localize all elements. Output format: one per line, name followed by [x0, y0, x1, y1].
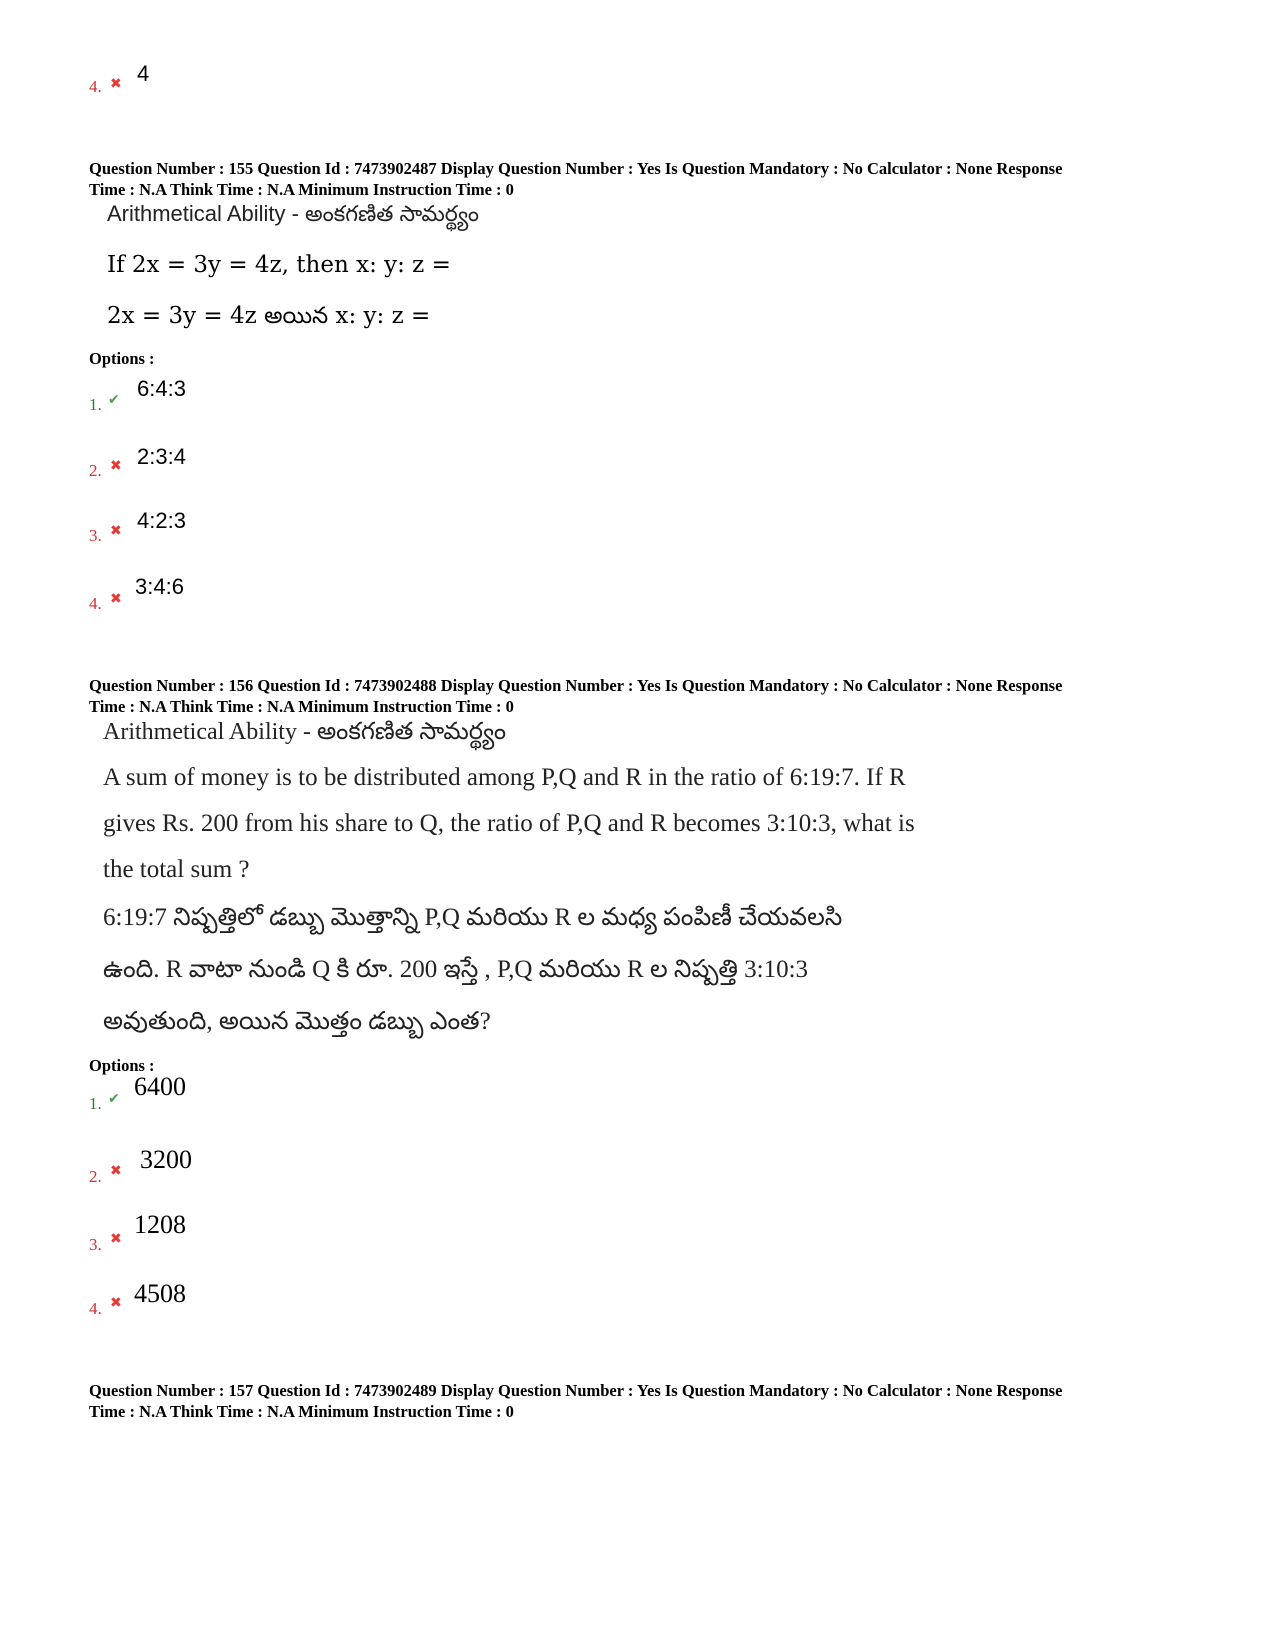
option-value: 6400 [134, 1072, 186, 1101]
options-label: Options : [89, 1056, 155, 1075]
option-value: 2:3:4 [137, 444, 186, 469]
question-156-text-te-1: 6:19:7 నిష్పత్తిలో డబ్బు మొత్తాన్ని P,Q మరియు R ల మధ్య పంపిణీ చేయవలసి [103, 904, 843, 931]
option-number: 3. [89, 1235, 102, 1254]
question-156-text-en-1: A sum of money is to be distributed among P,Q and R in the ratio of 6:19:7. If R [103, 764, 906, 791]
option-value: 3:4:6 [135, 574, 184, 599]
meta-line-2: Time : N.A Think Time : N.A Minimum Instruction Time : 0 [89, 1402, 514, 1421]
wrong-mark-icon: ✖ [110, 1163, 122, 1179]
option-number: 2. [89, 461, 102, 480]
correct-mark-icon: ✔ [108, 392, 120, 408]
wrong-mark-icon: ✖ [110, 1295, 122, 1311]
meta-line-2: Time : N.A Think Time : N.A Minimum Instruction Time : 0 [89, 180, 514, 199]
wrong-mark-icon: ✖ [110, 76, 122, 92]
option-number: 2. [89, 1167, 102, 1186]
option-number: 1. [89, 1094, 102, 1113]
option-value: 4508 [134, 1279, 186, 1308]
wrong-mark-icon: ✖ [110, 523, 122, 539]
correct-mark-icon: ✔ [108, 1091, 120, 1107]
question-156-meta [89, 675, 1209, 717]
wrong-mark-icon: ✖ [110, 458, 122, 474]
question-156-text-en-3: the total sum ? [103, 856, 250, 883]
wrong-mark-icon: ✖ [110, 591, 122, 607]
question-155-meta [89, 158, 1209, 200]
option-number: 4. [89, 1299, 102, 1318]
question-156-text-te-2: ఉంది. R వాటా నుండి Q కి రూ. 200 ఇస్తే , P,Q మరియు R ల నిష్పత్తి 3:10:3 [103, 956, 809, 983]
question-156-subject: Arithmetical Ability - అంకగణిత సామర్థ్యం [103, 719, 507, 745]
question-156-text-te-3: అవుతుంది, అయిన మొత్తం డబ్బు ఎంత? [103, 1008, 491, 1035]
meta-line-1: Question Number : 157 Question Id : 7473902489 Display Question Number : Yes Is Question Mandatory : No Calculator : None Response [89, 1381, 1063, 1400]
meta-line-1: Question Number : 156 Question Id : 7473902488 Display Question Number : Yes Is Question Mandatory : No Calculator : None Response [89, 676, 1063, 695]
option-number: 4. [89, 77, 102, 96]
question-157-meta [89, 1380, 1209, 1422]
question-155-text-te: 2x = 3y = 4z అయిన x: y: z = [107, 303, 431, 329]
option-number: 1. [89, 395, 102, 414]
option-number: 4. [89, 594, 102, 613]
question-155-subject: Arithmetical Ability - అంకగణిత సామర్థ్యం [107, 201, 480, 226]
option-value: 4 [137, 61, 150, 86]
wrong-mark-icon: ✖ [110, 1231, 122, 1247]
meta-line-1: Question Number : 155 Question Id : 7473902487 Display Question Number : Yes Is Question Mandatory : No Calculator : None Response [89, 159, 1063, 178]
option-value: 6:4:3 [137, 376, 186, 401]
option-value: 1208 [134, 1210, 186, 1239]
option-value: 4:2:3 [137, 508, 186, 533]
option-value: 3200 [140, 1145, 192, 1174]
options-label: Options : [89, 349, 155, 368]
question-156-text-en-2: gives Rs. 200 from his share to Q, the ratio of P,Q and R becomes 3:10:3, what is [103, 810, 915, 837]
meta-line-2: Time : N.A Think Time : N.A Minimum Instruction Time : 0 [89, 697, 514, 716]
option-number: 3. [89, 526, 102, 545]
question-155-text-en: If 2x = 3y = 4z, then x: y: z = [107, 252, 451, 278]
